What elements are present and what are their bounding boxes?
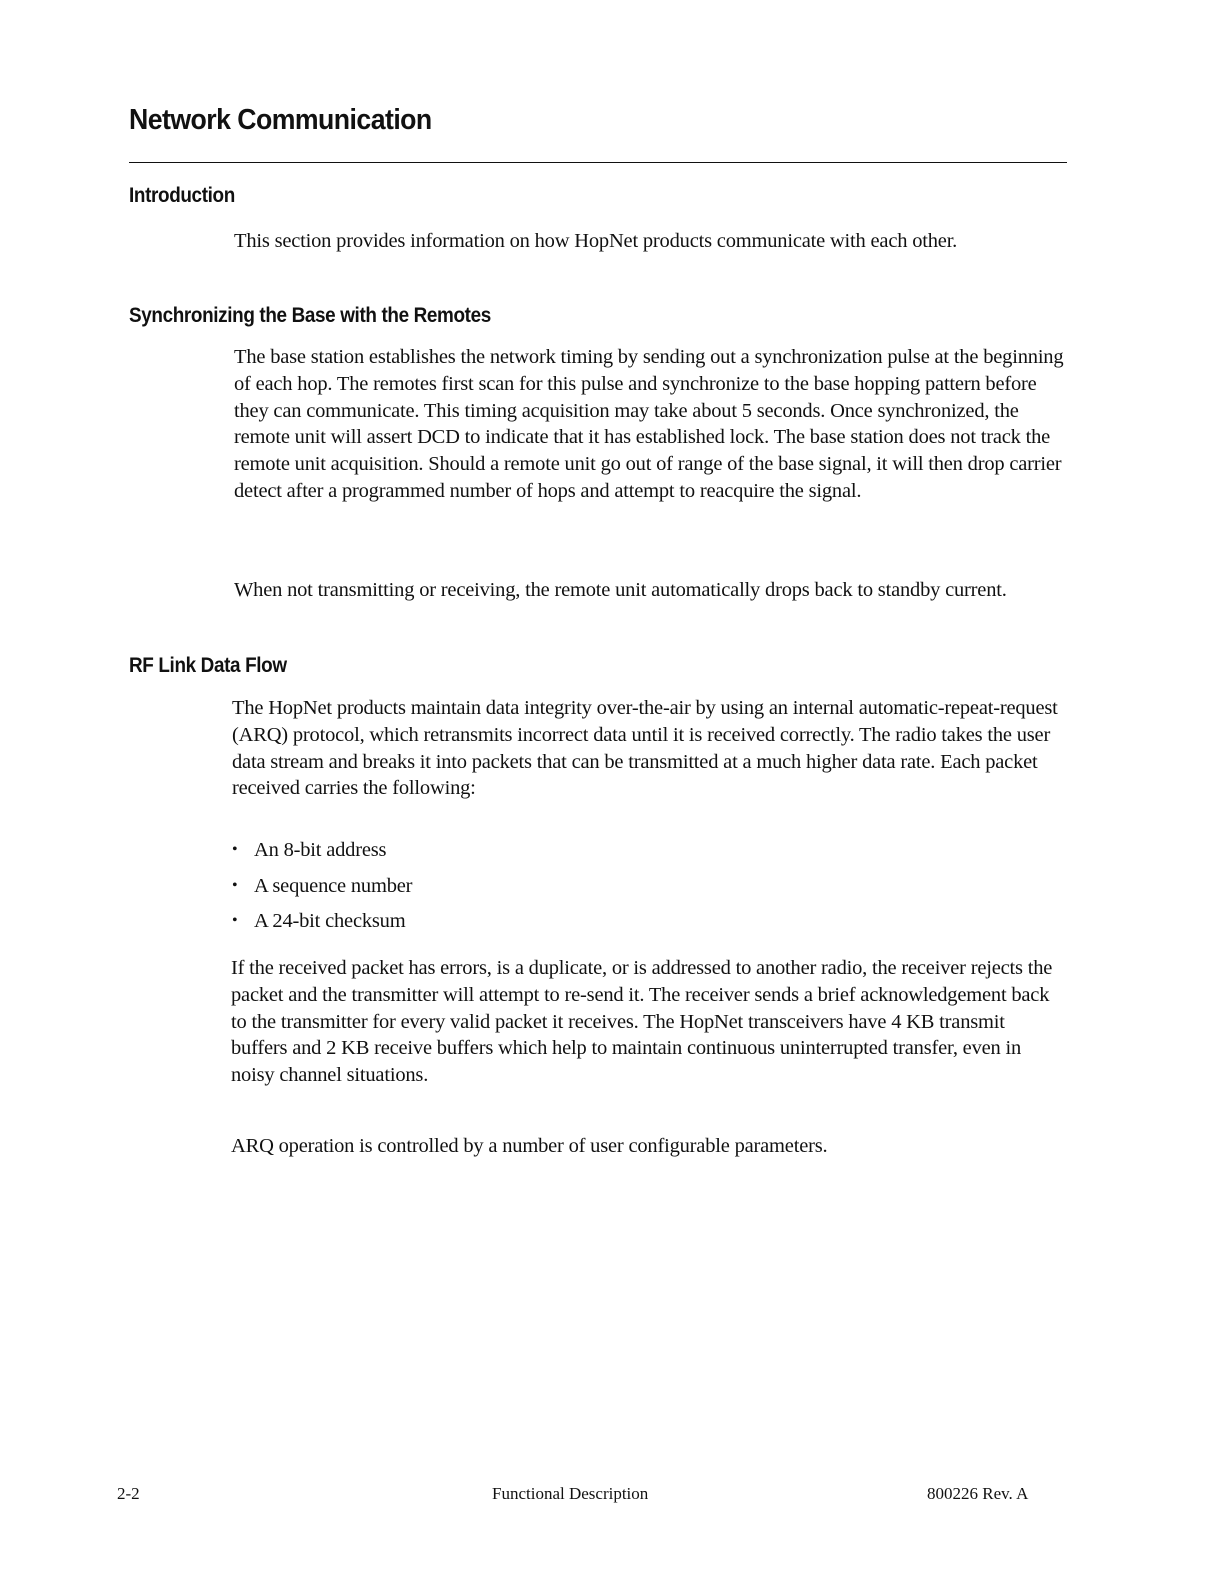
sync-paragraph-2: When not transmitting or receiving, the remote unit automatically drops back to standby current. [234,579,1007,601]
rf-paragraph-3: ARQ operation is controlled by a number of user configurable parameters. [231,1135,828,1157]
list-item [232,873,412,909]
page-title: Network Communication [129,104,432,136]
bullet-icon: • [232,912,238,929]
list-item-text: An 8-bit address [254,839,387,861]
footer-page-number: 2-2 [117,1484,140,1503]
title-divider [129,162,1067,163]
list-item [232,908,412,944]
intro-paragraph: This section provides information on how HopNet products communicate with each other. [234,230,958,252]
heading-rf-link-data-flow: RF Link Data Flow [129,654,287,677]
heading-synchronizing: Synchronizing the Base with the Remotes [129,304,491,327]
list-item-text: A sequence number [254,874,413,897]
footer-doc-id: 800226 Rev. A [927,1484,1029,1503]
list-item [232,837,412,873]
list-item-text: A 24-bit checksum [254,910,406,932]
bullet-icon: • [232,841,238,858]
rf-paragraph-1: The HopNet products maintain data integrity over-the-air by using an internal automatic-repeat-request (ARQ) protocol, which retransmits incorrect data until it is received correctly. The radio takes the user data stream and breaks it into packets that can be transmitted at a much higher data rate. Each packet received carries the following: [232,697,1058,800]
footer-chapter: Functional Description [492,1484,649,1503]
bullet-icon: • [232,876,238,894]
packet-contents-list [232,837,412,944]
sync-paragraph-1: The base station establishes the network timing by sending out a synchronization pulse at the beginning of each hop. The remotes first scan for this pulse and synchronize to the base hopping pattern before they can communicate. This timing acquisition may take about 5 seconds. Once synchronized, the remote unit will assert DCD to indicate that it has established lock. The base station does not track the remote unit acquisition. Should a remote unit go out of range of the base signal, it will then drop carrier detect after a programmed number of hops and attempt to reacquire the signal. [234,346,1064,502]
heading-introduction: Introduction [129,184,235,207]
rf-paragraph-2: If the received packet has errors, is a duplicate, or is addressed to another radio, the receiver rejects the packet and the transmitter will attempt to re-send it. The receiver sends a brief acknowledgement back to the transmitter for every valid packet it receives. The HopNet transceivers have 4 KB transmit buffers and 2 KB receive buffers which help to maintain continuous uninterrupted transfer, even in noisy channel situations. [231,957,1053,1087]
